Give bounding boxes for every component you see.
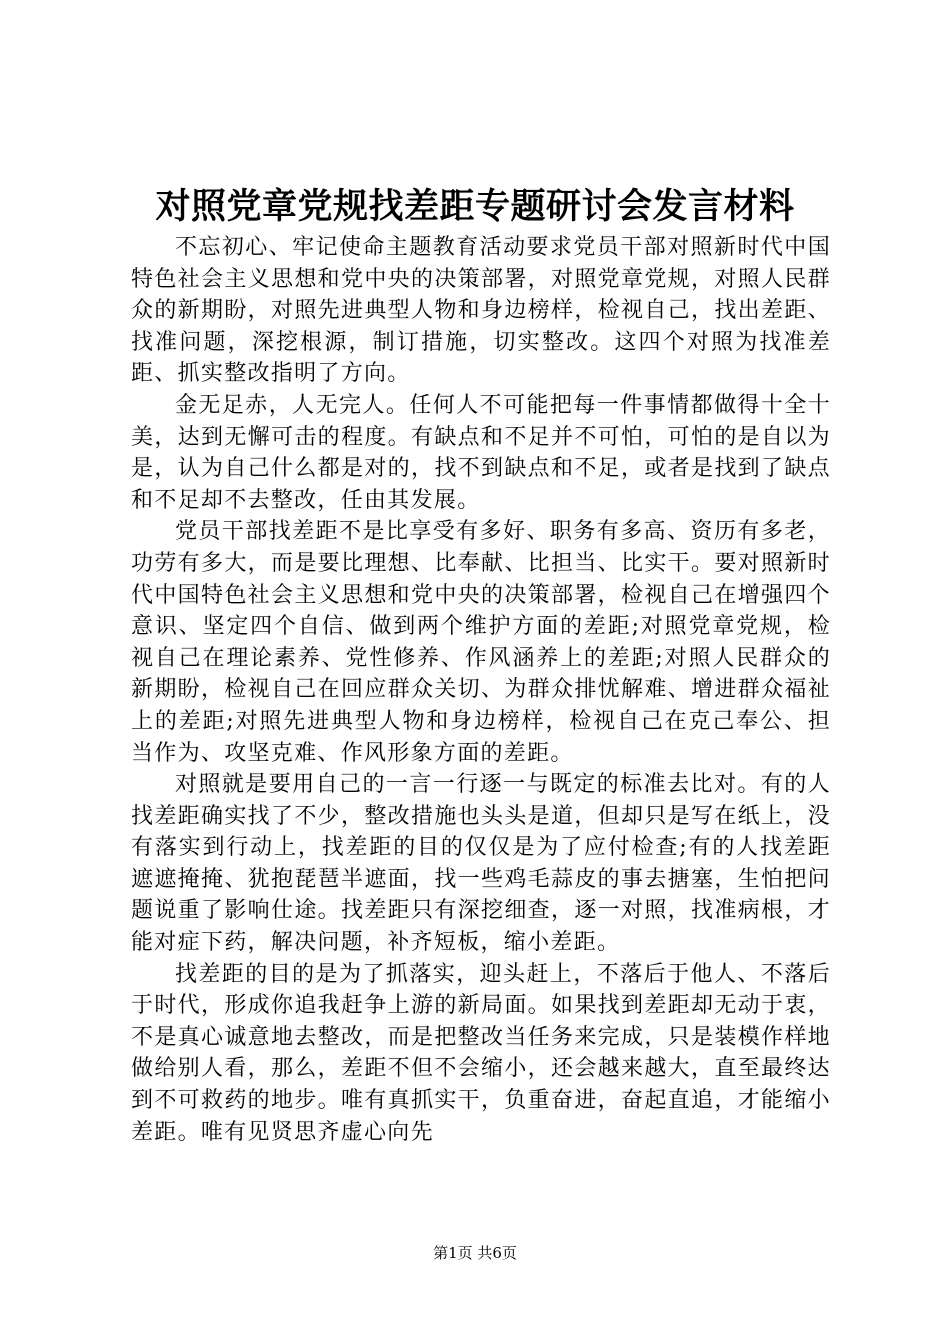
page-footer: 第1页 共6页: [433, 1244, 517, 1262]
paragraph-4: 对照就是要用自己的一言一行逐一与既定的标准去比对。有的人找差距确实找了不少，整改措施也头头是道，但却只是写在纸上，没有落实到行动上，找差距的目的仅仅是为了应付检查;有的人找差距遮遮掩掩、犹抱琵琶半遮面，找一些鸡毛蒜皮的事去搪塞，生怕把问题说重了影响仕途。找差距只有深挖细查，逐一对照，找准病根，才能对症下药，解决问题，补齐短板，缩小差距。: [131, 772, 831, 956]
paragraph-5: 找差距的目的是为了抓落实，迎头赶上，不落后于他人、不落后于时代，形成你追我赶争上游的新局面。如果找到差距却无动于衷，不是真心诚意地去整改，而是把整改当任务来完成，只是装模作样地做给别人看，那么，差距不但不会缩小，还会越来越大，直至最终达到不可救药的地步。唯有真抓实干，负重奋进，奋起直追，才能缩小差距。唯有见贤思齐虚心向先: [131, 961, 831, 1145]
paragraph-3: 党员干部找差距不是比享受有多好、职务有多高、资历有多老，功劳有多大，而是要比理想、比奉献、比担当、比实干。要对照新时代中国特色社会主义思想和党中央的决策部署，检视自己在增强四个意识、坚定四个自信、做到两个维护方面的差距;对照党章党规，检视自己在理论素养、党性修养、作风涵养上的差距;对照人民群众的新期盼，检视自己在回应群众关切、为群众排忧解难、增进群众福祉上的差距;对照先进典型人物和身边榜样，检视自己在克己奉公、担当作为、攻坚克难、作风形象方面的差距。: [131, 519, 831, 766]
document-body: [131, 232, 831, 1148]
document-title: 对照党章党规找差距专题研讨会发言材料: [155, 186, 795, 227]
paragraph-1: 不忘初心、牢记使命主题教育活动要求党员干部对照新时代中国特色社会主义思想和党中央的决策部署，对照党章党规，对照人民群众的新期盼，对照先进典型人物和身边榜样，检视自己，找出差距、找准问题，深挖根源，制订措施，切实整改。这四个对照为找准差距、抓实整改指明了方向。: [131, 235, 831, 387]
paragraph-2: 金无足赤，人无完人。任何人不可能把每一件事情都做得十全十美，达到无懈可击的程度。有缺点和不足并不可怕，可怕的是自以为是，认为自己什么都是对的，找不到缺点和不足，或者是找到了缺点和不足却不去整改，任由其发展。: [131, 392, 831, 513]
